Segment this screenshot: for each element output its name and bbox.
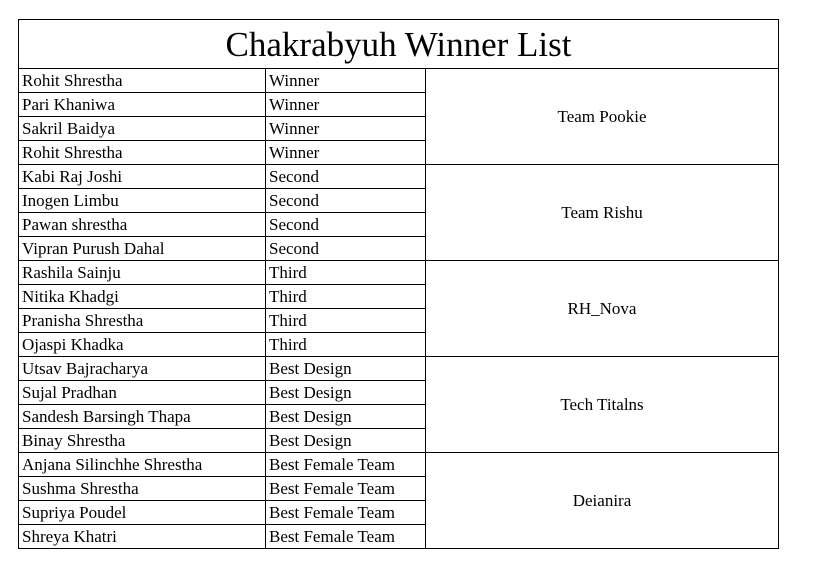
participant-name-cell: Rohit Shrestha	[19, 69, 266, 93]
participant-name-cell: Binay Shrestha	[19, 429, 266, 453]
award-cell: Second	[266, 237, 426, 261]
award-cell: Second	[266, 165, 426, 189]
participant-name-cell: Ojaspi Khadka	[19, 333, 266, 357]
participant-name-cell: Sakril Baidya	[19, 117, 266, 141]
award-cell: Winner	[266, 141, 426, 165]
participant-name-cell: Anjana Silinchhe Shrestha	[19, 453, 266, 477]
participant-name-cell: Sandesh Barsingh Thapa	[19, 405, 266, 429]
award-cell: Third	[266, 285, 426, 309]
participant-name-cell: Nitika Khadgi	[19, 285, 266, 309]
team-name-cell: RH_Nova	[426, 261, 779, 357]
team-name-cell: Deianira	[426, 453, 779, 549]
participant-name-cell: Utsav Bajracharya	[19, 357, 266, 381]
participant-name-cell: Pawan shrestha	[19, 213, 266, 237]
award-cell: Best Female Team	[266, 477, 426, 501]
participant-name-cell: Shreya Khatri	[19, 525, 266, 549]
award-cell: Winner	[266, 117, 426, 141]
table-row	[19, 357, 779, 381]
table-row	[19, 69, 779, 93]
participant-name-cell: Sujal Pradhan	[19, 381, 266, 405]
participant-name-cell: Sushma Shrestha	[19, 477, 266, 501]
award-cell: Winner	[266, 69, 426, 93]
team-name-cell: Tech Titalns	[426, 357, 779, 453]
award-cell: Third	[266, 309, 426, 333]
award-cell: Best Female Team	[266, 525, 426, 549]
award-cell: Second	[266, 189, 426, 213]
participant-name-cell: Pari Khaniwa	[19, 93, 266, 117]
award-cell: Best Design	[266, 357, 426, 381]
page-title: Chakrabyuh Winner List	[19, 20, 779, 69]
participant-name-cell: Vipran Purush Dahal	[19, 237, 266, 261]
award-cell: Best Female Team	[266, 453, 426, 477]
winner-list-body	[19, 20, 779, 549]
award-cell: Best Design	[266, 429, 426, 453]
title-row	[19, 20, 779, 69]
award-cell: Best Design	[266, 381, 426, 405]
team-name-cell: Team Rishu	[426, 165, 779, 261]
participant-name-cell: Rashila Sainju	[19, 261, 266, 285]
participant-name-cell: Rohit Shrestha	[19, 141, 266, 165]
table-row	[19, 453, 779, 477]
participant-name-cell: Supriya Poudel	[19, 501, 266, 525]
award-cell: Best Design	[266, 405, 426, 429]
table-row	[19, 261, 779, 285]
award-cell: Second	[266, 213, 426, 237]
award-cell: Third	[266, 261, 426, 285]
team-name-cell: Team Pookie	[426, 69, 779, 165]
award-cell: Best Female Team	[266, 501, 426, 525]
table-row	[19, 165, 779, 189]
winner-list-table	[18, 19, 779, 549]
participant-name-cell: Inogen Limbu	[19, 189, 266, 213]
participant-name-cell: Kabi Raj Joshi	[19, 165, 266, 189]
award-cell: Winner	[266, 93, 426, 117]
participant-name-cell: Pranisha Shrestha	[19, 309, 266, 333]
award-cell: Third	[266, 333, 426, 357]
